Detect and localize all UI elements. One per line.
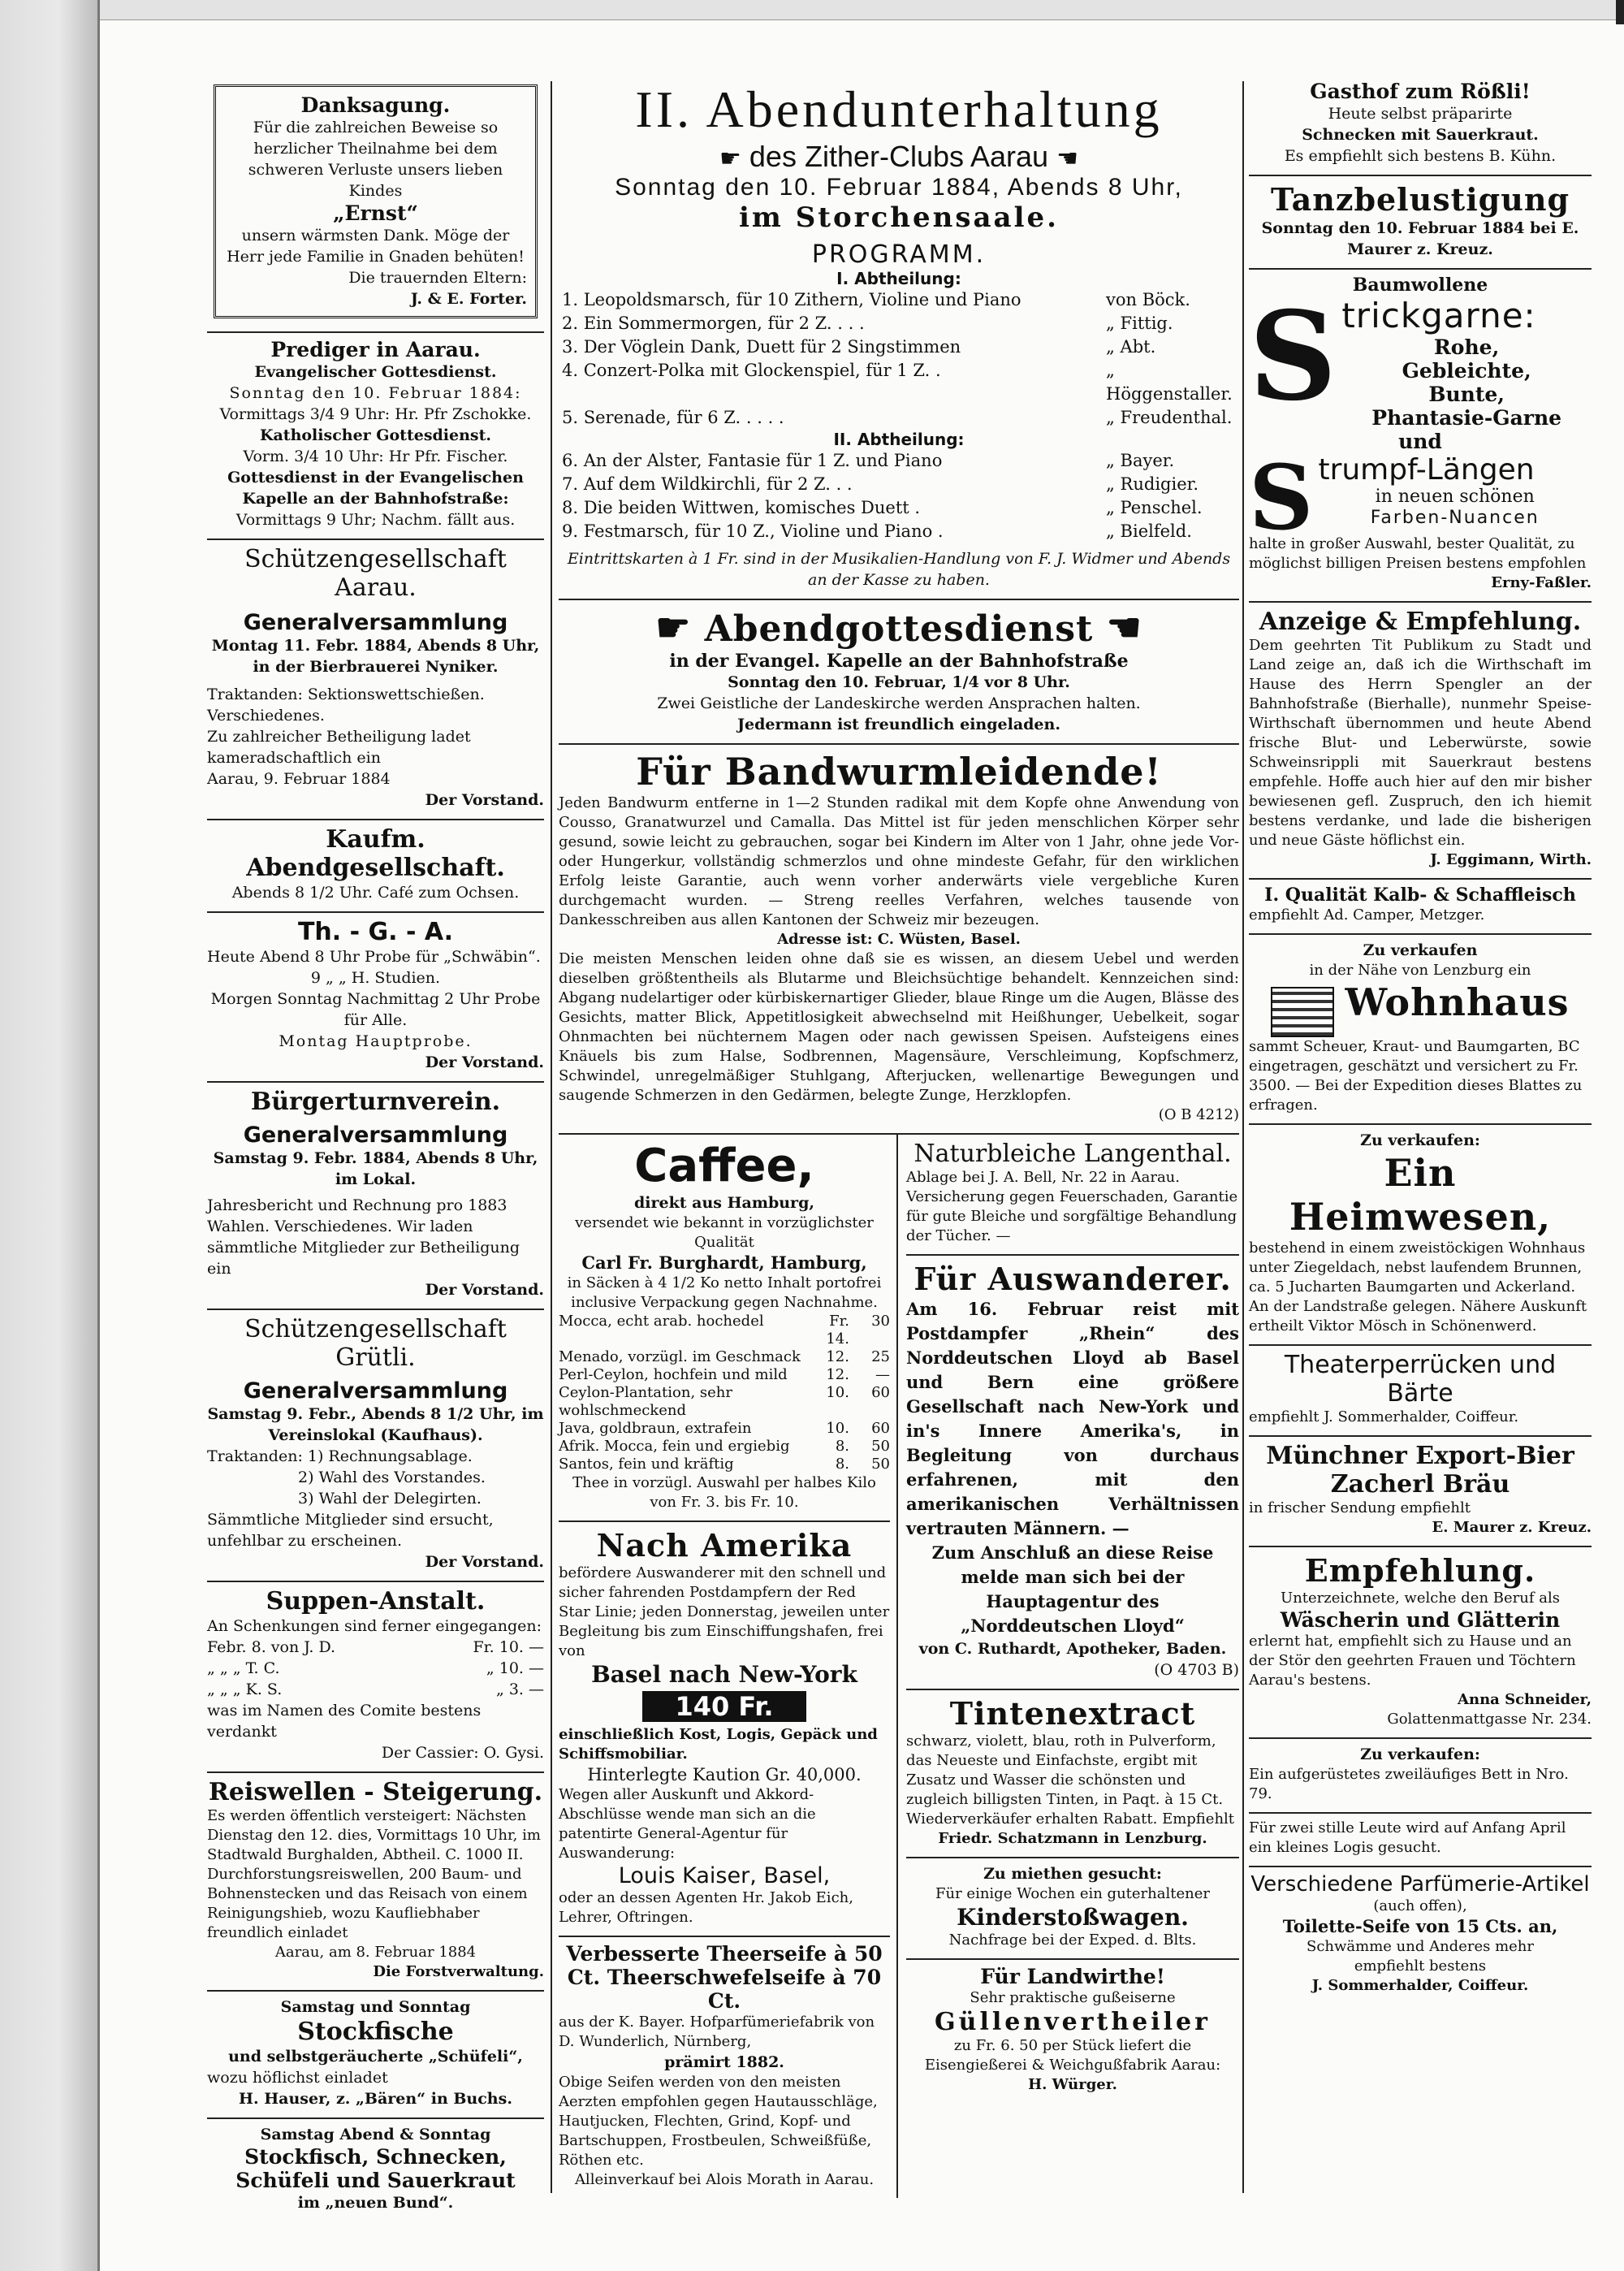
ad-title: II. Abendunterhaltung — [635, 80, 1163, 138]
ad-stockfisch-neuer-bund — [207, 2119, 544, 2221]
ad-line: Vormittags 9 Uhr; Nachm. fällt aus. — [235, 511, 516, 529]
program-composer: „ Bayer. — [1106, 451, 1175, 470]
ad-reference: (O B 4212) — [1158, 1106, 1239, 1123]
ad-line: 3) Wahl der Delegirten. — [298, 1490, 482, 1508]
ad-line: Samstag 9. Febr., Abends 8 1/2 Uhr, im Vereinslokal (Kaufhaus). — [207, 1405, 544, 1444]
ad-signature: E. Maurer z. Kreuz. — [1432, 1518, 1592, 1536]
price-francs: 10. — [826, 1420, 849, 1437]
yarn-type: Rohe, — [1434, 335, 1500, 359]
ad-line: in der Evangel. Kapelle an der Bahnhofstraße — [669, 651, 1129, 672]
ad-strickgarne — [1249, 270, 1592, 603]
price-francs: 8. — [835, 1438, 849, 1455]
ad-signature: H. Würger. — [1028, 2076, 1117, 2093]
ad-line: versendet wie bekannt in vorzüglichster Qualität — [575, 1214, 874, 1251]
ad-title: Th. - G. - A. — [297, 918, 454, 946]
corner-mark — [1616, 0, 1624, 24]
ad-line: An Schenkungen sind ferner eingegangen: — [207, 1617, 542, 1635]
yarn-type: Bunte, — [1428, 383, 1505, 406]
drop-cap-s: S — [1249, 445, 1314, 550]
ad-caffee — [559, 1135, 890, 1522]
ad-kalbfleisch — [1249, 880, 1592, 935]
ad-signature: Friedr. Schatzmann in Lenzburg. — [938, 1830, 1207, 1847]
ad-line: wozu höflichst einladet — [207, 2069, 388, 2087]
program-piece: 2. Ein Sommermorgen, für 2 Z. . . . — [562, 314, 865, 333]
price-row — [559, 1384, 890, 1420]
ad-theaterperruecken — [1249, 1346, 1592, 1437]
ad-title: Anzeige & Empfehlung. — [1259, 608, 1582, 636]
ad-danksagung — [207, 75, 544, 333]
ad-tga — [207, 913, 544, 1083]
ad-line: direkt aus Hamburg, — [634, 1194, 814, 1212]
donor: „ „ „ K. S. — [207, 1681, 283, 1698]
program-item — [562, 520, 1236, 543]
ad-line: Toilette-Seife von 15 Cts. an, — [1282, 1915, 1558, 1936]
ad-line: Heute selbst präparirte — [1328, 105, 1513, 123]
ad-signature: H. Hauser, z. „Bären“ in Buchs. — [239, 2090, 512, 2108]
column-middle — [559, 75, 1239, 2195]
price-row — [559, 1420, 890, 1438]
ad-body: Dem geehrten Tit Publikum zu Stadt und Land zeige an, daß ich die Wirthschaft im Hause des Herrn Spengler an der Bahnhofstraße (Bierhalle), nunmehr Speise-Wirthschaft übernommen und heute Abend frische Blut- und Leberwürste, sowie Schweinsrippli mit Sauerkraut bestens empfehle. Hoffe auch hier auf den mir bisher bewiesenen gefl. Zuspruch, den ich hiemit bestens verdanke, und lade die bisherigen und neue Gäste höflichst ein. — [1249, 637, 1592, 849]
scan-top-edge — [0, 0, 1624, 20]
ad-line: Für einige Wochen ein guterhaltener — [935, 1885, 1210, 1902]
ad-body: Zu zahlreicher Betheiligung ladet kameradschaftlich ein — [207, 728, 471, 767]
ad-line: Unterzeichnete, welche den Beruf als — [1281, 1589, 1560, 1607]
ad-body: Jeden Bandwurm entferne in 1—2 Stunden radikal mit dem Kopfe ohne Anwendung von Cousso, Granatwurzel und Camalla. Das Mittel ist für jeden menschlichen Körper sehr gesund, sowie leicht zu gebrauchen, sogar bei Kindern im Alter von 1 Jahr, ohne jede Vor- oder Hungerkur, vollständig schmerzlos und ohne mindeste Gefahr, für den wirklichen Erfolg leiste Garantie, auch wenn vorher anderwärts viele vergebliche Kuren durchgemacht wurden. — Streng reelles Verfahren, welches tausende von Dankesschreiben aus allen Kantonen der Schweiz mir bezeugen. — [559, 794, 1239, 928]
ad-firm: Louis Kaiser, Basel, — [618, 1863, 831, 1888]
yarn-type: Phantasie-Garne — [1371, 406, 1562, 430]
ad-line: Zu miethen gesucht: — [983, 1865, 1162, 1883]
ad-body: Für zwei stille Leute wird auf Anfang April ein kleines Logis gesucht. — [1249, 1819, 1566, 1856]
ad-line: Jedermann ist freundlich eingeladen. — [737, 716, 1060, 733]
ad-nach-amerika — [559, 1522, 890, 1937]
ad-bier — [1249, 1437, 1592, 1547]
ad-langenthal — [906, 1135, 1239, 1256]
ad-title: Ein Heimwesen, — [1289, 1150, 1552, 1239]
ad-line: Montag 11. Febr. 1884, Abends 8 Uhr, in der Bierbrauerei Nyniker. — [211, 637, 540, 676]
ad-title: I. Qualität Kalb- & Schaffleisch — [1264, 885, 1576, 906]
ad-price: 140 Fr. — [642, 1691, 806, 1722]
program-piece: 9. Festmarsch, für 10 Z., Violine und Piano . — [562, 521, 944, 541]
ad-line: Hinterlegte Kaution Gr. 40,000. — [587, 1765, 862, 1784]
price-cents: 60 — [871, 1420, 890, 1437]
coffee-name: Ceylon-Plantation, sehr wohlschmeckend — [559, 1384, 732, 1419]
ad-body: Wegen aller Auskunft und Akkord-Abschlüsse wende man sich an die patentirte General-Agentur für Auswanderung: — [559, 1786, 816, 1862]
ad-name: „Ernst“ — [333, 201, 418, 225]
ad-reiswellen — [207, 1773, 544, 1992]
ad-signature: Die Forstverwaltung. — [373, 1963, 544, 1980]
coffee-name: Java, goldbraun, extrafein — [559, 1420, 752, 1437]
program-piece: 1. Leopoldsmarsch, für 10 Zithern, Violine und Piano — [562, 290, 1021, 309]
price-row — [559, 1456, 890, 1473]
ad-line: Nachfrage bei der Exped. d. Blts. — [948, 1931, 1197, 1949]
ad-anzeige-empfehlung — [1249, 603, 1592, 880]
ad-footnote: Eintrittskarten à 1 Fr. sind in der Musikalien-Handlung von F. J. Widmer und Abends an der Kasse zu haben. — [567, 550, 1231, 589]
ad-kaufm-abendgesellschaft — [207, 820, 544, 913]
ad-subtitle: Katholischer Gottesdienst. — [259, 426, 492, 444]
program-composer: „ Penschel. — [1106, 498, 1203, 517]
ad-body: befördere Auswanderer mit den schnell und sicher fahrenden Postdampfern der Red Star Linie; jeden Donnerstag, jeweilen unter Begleitung bis zum Einschiffungshafen, frei von — [559, 1564, 890, 1659]
price-cents: 25 — [871, 1348, 890, 1365]
ad-signature: J. Sommerhalder, Coiffeur. — [1311, 1976, 1529, 1994]
ad-body: Es werden öffentlich versteigert: Nächsten Dienstag den 12. dies, Vormittags 10 Uhr, im Stadtwald Burghalden, Abtheil. C. 1000 II. Durchforstungsreiswellen, 200 Baum- und Bohnenstecken und das Reisach von einem Reinigungshieb, wozu Kaufliebhaber freundlich einladet — [207, 1807, 541, 1941]
ad-title: trumpf-Längen — [1318, 453, 1535, 487]
ad-body: halte in großer Auswahl, bester Qualität, zu möglichst billigen Preisen bestens empfohlen — [1249, 535, 1587, 572]
donor: Febr. 8. von J. D. — [207, 1638, 336, 1656]
ad-line: prämirt 1882. — [664, 2053, 784, 2071]
price-cents: 60 — [871, 1384, 890, 1401]
ad-signature: Der Cassier: O. Gysi. — [381, 1744, 544, 1762]
price-cents: 50 — [871, 1456, 890, 1473]
ad-line: Farben-Nuancen — [1370, 508, 1540, 528]
ad-line: empfiehlt bestens — [1354, 1957, 1487, 1975]
program-piece: 5. Serenade, für 6 Z. . . . . — [562, 408, 784, 427]
ad-line: 9 „ „ H. Studien. — [310, 969, 441, 987]
ad-schuetzengesellschaft — [207, 540, 544, 820]
ad-title: Kinderstoßwagen. — [957, 1904, 1189, 1931]
ad-line: Samstag Abend & Sonntag — [260, 2126, 491, 2143]
ad-line: (auch offen), — [1373, 1897, 1467, 1914]
donation-row — [207, 1679, 544, 1700]
ad-line: oder an dessen Agenten Hr. Jakob Eich, Lehrer, Oftringen. — [559, 1889, 853, 1926]
ad-body: Ein aufgerüstetes zweiläufiges Bett in Nro. 79. — [1249, 1765, 1569, 1802]
ad-line: empfiehlt J. Sommerhalder, Coiffeur. — [1249, 1408, 1519, 1425]
ad-line: Vorm. 3/4 10 Uhr: Hr Pfr. Fischer. — [243, 448, 508, 465]
ad-title: Gasthof zum Rößli! — [1310, 80, 1531, 103]
ad-line: in neuen schönen — [1375, 487, 1535, 507]
ad-title: Theaterperrücken und Bärte — [1284, 1350, 1557, 1408]
ad-line: Schnecken mit Sauerkraut. — [1302, 126, 1539, 144]
middle-split — [559, 1135, 1239, 2198]
ad-line: Sonntag den 10. Februar 1884, Abends 8 Uhr, — [615, 174, 1183, 201]
ad-line: empfiehlt Ad. Camper, Metzger. — [1249, 906, 1485, 924]
donation-row — [207, 1658, 544, 1679]
ad-subtitle — [559, 140, 1239, 174]
program-piece: 8. Die beiden Wittwen, komisches Duett . — [562, 498, 921, 517]
program-item — [562, 449, 1236, 473]
pointing-hand-icon: ☚ — [1056, 145, 1079, 172]
ad-body: Obige Seifen werden von den meisten Aerzten empfohlen gegen Hautausschläge, Hautjucken, Flechten, Grind, Kopf- und Bartschuppen, Frostbeulen, Schweißfüße, Röthen etc. — [559, 2074, 878, 2169]
ad-line: Für Landwirthe! — [980, 1965, 1165, 1988]
price-banner — [559, 1691, 890, 1722]
program-list-1 — [559, 288, 1239, 430]
ad-line: Sonntag den 10. Februar 1884 bei E. Maurer z. Kreuz. — [1261, 219, 1579, 258]
ad-body: unsern wärmsten Dank. Möge der Herr jede Familie in Gnaden behüten! — [227, 227, 525, 266]
ad-wohnhaus — [1249, 935, 1592, 1125]
ad-title: Für Bandwurmleidende! — [636, 750, 1162, 794]
ad-line: Traktanden: Sektionswettschießen. Verschiedenes. — [207, 686, 485, 725]
pointing-hand-icon: ☛ — [655, 605, 692, 651]
ad-line: Montag Hauptprobe. — [279, 1032, 473, 1050]
column-left — [207, 75, 544, 2212]
amount: Fr. 10. — — [473, 1638, 544, 1656]
ad-line: in der Nähe von Lenzburg ein — [1309, 962, 1531, 979]
ad-gasthof-roessli — [1249, 75, 1592, 176]
ad-address: Adresse ist: C. Wüsten, Basel. — [777, 931, 1021, 948]
ad-line: Samstag und Sonntag — [280, 1998, 471, 2016]
program-piece: 3. Der Vöglein Dank, Duett für 2 Singstimmen — [562, 337, 961, 357]
ad-headline: Generalversammlung — [243, 1123, 508, 1148]
pointing-hand-icon: ☛ — [719, 145, 741, 172]
ad-line: Abends 8 1/2 Uhr. Café zum Ochsen. — [231, 884, 520, 902]
ad-abendunterhaltung — [559, 75, 1239, 600]
ad-headline: Generalversammlung — [243, 610, 508, 635]
price-francs: 12. — [826, 1348, 849, 1365]
ad-line: Zu verkaufen — [1363, 941, 1478, 959]
price-row — [559, 1348, 890, 1366]
ad-landwirthe — [906, 1960, 1239, 2103]
program-item — [562, 288, 1236, 312]
ad-place: im Storchensaale. — [739, 201, 1059, 234]
ad-line: im „neuen Bund“. — [297, 2194, 454, 2212]
ad-signature: von C. Ruthardt, Apotheker, Baden. — [918, 1640, 1227, 1658]
program-piece: 7. Auf dem Wildkirchli, für 2 Z. . . — [562, 474, 853, 494]
ad-title: Stockfische — [297, 2018, 454, 2046]
ad-title: Nach Amerika — [596, 1527, 853, 1564]
ad-title: Schützengesellschaft Aarau. — [244, 545, 507, 602]
ad-title: Prediger in Aarau. — [270, 338, 481, 361]
ad-line: Heute Abend 8 Uhr Probe für „Schwäbin“. — [207, 948, 541, 966]
program-composer: „ Rudigier. — [1106, 474, 1199, 494]
middle-right — [898, 1135, 1239, 2198]
ad-title: Kaufm. Abendgesellschaft. — [246, 825, 505, 882]
ad-body: Am 16. Februar reist mit Postdampfer „Rhein“ des Norddeutschen Lloyd ab Basel und Bern eine größere Gesellschaft nach New-York und in's Innere Amerika's, in Begleitung von durchaus erfahrenen, mit den amerikanischen Verhältnissen vertrauten Männern. — — [906, 1299, 1239, 1538]
ad-line: 2) Wahl des Vorstandes. — [298, 1469, 486, 1486]
book-spine — [0, 0, 97, 2271]
program-item — [562, 473, 1236, 496]
ad-title: Verbesserte Theerseife à 50 Ct. Theerschwefelseife à 70 Ct. — [566, 1942, 883, 2013]
ad-address: Golattenmattgasse Nr. 234. — [1387, 1710, 1592, 1728]
ad-signature: Es empfiehlt sich bestens B. Kühn. — [1284, 147, 1557, 165]
program-item — [562, 335, 1236, 359]
pointing-hand-icon: ☚ — [1106, 605, 1142, 651]
ad-signature: Der Vorstand. — [425, 1553, 544, 1571]
ad-title: Tintenextract — [949, 1695, 1196, 1732]
price-francs: 8. — [835, 1456, 849, 1473]
program-composer: „ Freudenthal. — [1106, 408, 1233, 427]
ad-body: in Säcken à 4 1/2 Ko netto Inhalt portofrei inclusive Verpackung gegen Nachnahme. — [567, 1274, 882, 1311]
coffee-name: Mocca, echt arab. hochedel — [559, 1313, 764, 1330]
ad-headline: Generalversammlung — [243, 1378, 508, 1404]
ad-line: Schwämme und Anderes mehr — [1307, 1937, 1534, 1955]
program-piece: 4. Conzert-Polka mit Glockenspiel, für 1 Z. . — [562, 361, 941, 380]
ad-title: Reiswellen - Steigerung. — [208, 1778, 543, 1806]
coffee-name: Perl-Ceylon, hochfein und mild — [559, 1366, 788, 1383]
yarn-type: und — [1398, 430, 1442, 453]
ad-line: Thee in vorzügl. Auswahl per halbes Kilo von Fr. 3. bis Fr. 10. — [572, 1474, 876, 1511]
ad-line: Sehr praktische gußeiserne — [970, 1989, 1176, 2006]
ad-line: Aarau, am 8. Februar 1884 — [274, 1944, 477, 1961]
ad-signature: Erny-Faßler. — [1491, 574, 1592, 591]
program-title: PROGRAMM. — [811, 240, 987, 269]
ad-body: Für die zahlreichen Beweise so herzlicher Theilnahme bei dem schweren Verluste unsers lieben Kindes — [248, 119, 503, 200]
program-item — [562, 406, 1236, 430]
ad-body: bestehend in einem zweistöckigen Wohnhaus unter Ziegeldach, nebst laufendem Brunnen, ca. 5 Jucharten Baumgarten und Ackerland. An der Landstraße gelegen. Nähere Auskunft ertheilt Viktor Mösch in Schönenwerd. — [1249, 1239, 1587, 1334]
ad-line: und selbstgeräucherte „Schüfeli“, — [228, 2048, 523, 2066]
ad-subtitle-text: des Zither-Clubs Aarau — [749, 140, 1049, 173]
ad-line: Zu verkaufen: — [1360, 1745, 1480, 1763]
ad-title: trickgarne: — [1341, 296, 1536, 335]
price-cents: 30 — [871, 1313, 890, 1330]
program-part: II. Abtheilung: — [833, 430, 965, 449]
column-rule-1 — [551, 81, 552, 2193]
ad-line: einschließlich Kost, Logis, Gepäck und Schiffsmobiliar. — [559, 1726, 878, 1763]
donor: „ „ „ T. C. — [207, 1659, 280, 1677]
ad-body: erlernt hat, empfiehlt sich zu Hause und an der Stör den geehrten Frauen und Töchtern Aarau's bestens. — [1249, 1632, 1576, 1689]
ad-title: Stockfisch, Schnecken, Schüfeli und Sauerkraut — [235, 2145, 516, 2192]
amount: „ 10. — — [486, 1659, 544, 1677]
ad-tanzbelustigung — [1249, 176, 1592, 270]
ad-subtitle: Evangelischer Gottesdienst. — [254, 363, 497, 381]
program-composer: „ Fittig. — [1106, 314, 1173, 333]
program-list-2 — [559, 449, 1239, 543]
ad-suppenanstalt — [207, 1582, 544, 1773]
price-francs: Fr. 14. — [826, 1313, 849, 1347]
price-francs: 10. — [826, 1384, 849, 1401]
ad-line: Zu verkaufen: — [1360, 1131, 1480, 1149]
ad-title: Caffee, — [634, 1140, 814, 1192]
ad-signature: Der Vorstand. — [425, 1281, 544, 1299]
ad-stockfische — [207, 1992, 544, 2119]
ad-body: aus der K. Bayer. Hofparfümeriefabrik von D. Wunderlich, Nürnberg, — [559, 2014, 875, 2050]
danksagung-box — [214, 84, 538, 318]
program-part: I. Abtheilung: — [836, 269, 961, 288]
program-composer: von Böck. — [1106, 290, 1190, 309]
amount: „ 3. — — [495, 1681, 544, 1698]
ad-kinderstosswagen — [906, 1858, 1239, 1960]
price-cents: 50 — [871, 1438, 890, 1455]
ad-fuer-auswanderer — [906, 1256, 1239, 1690]
ad-line: Sonntag den 10. Februar 1884: — [229, 384, 522, 402]
ad-logis — [1249, 1814, 1592, 1867]
ad-body: Zum Anschluß an diese Reise melde man sich bei der Hauptagentur des „Norddeutschen Lloyd“ — [931, 1542, 1214, 1636]
ad-subtitle: Wäscherin und Glätterin — [1280, 1607, 1561, 1632]
coffee-name: Menado, vorzügl. im Geschmack — [559, 1348, 801, 1365]
initial-block-2 — [1249, 445, 1592, 550]
ad-title: Tanzbelustigung — [1270, 181, 1570, 218]
ad-title: Abendgottesdienst — [704, 608, 1094, 650]
ad-line: Baumwollene — [1352, 275, 1488, 296]
ad-title: Münchner Export-Bier Zacherl Bräu — [1266, 1441, 1574, 1499]
ad-body: Ablage bei J. A. Bell, Nr. 22 in Aarau. Versicherung gegen Feuerschaden, Garantie für gute Bleiche und sorgfältige Behandlung der Tücher. — — [906, 1169, 1238, 1244]
ad-title: Verschiedene Parfümerie-Artikel — [1250, 1871, 1590, 1897]
ad-bett — [1249, 1739, 1592, 1814]
ad-signature: Der Vorstand. — [425, 791, 544, 809]
price-cents: — — [875, 1366, 890, 1383]
ad-line: Vormittags 3/4 9 Uhr: Hr. Pfr Zschokke. — [219, 405, 532, 423]
ad-route: Basel nach New-York — [591, 1661, 857, 1688]
ad-body: Die meisten Menschen leiden ohne daß sie es wissen, an diesem Uebel und werden dieselben größtentheils als Blutarme und Bleichsüchtige behandelt. Kennzeichen sind: Abgang nudelartiger oder kürbiskernartiger Glieder, blaue Ringe um die Augen, Blässe des Gesichts, matter Blick, Appetitlosigkeit abwechselnd mit Heißhunger, Uebelkeit, sogar Ohnmachten bei nüchternem Magen oder nach gewissen Speisen. Aufsteigens eines Knäuels bis zum Halse, Sodbrennen, Magensäure, Verschleimung, Kopfschmerz, Schwindel, unregelmäßiger Stuhlgang, Afterjucken, wellenartige Bewegungen und saugende Schmerzen in den Gedärmen, belegte Zunge, Herzklopfen. — [559, 950, 1239, 1104]
ad-body: schwarz, violett, blau, roth in Pulverform, das Neueste und Einfachste, ergibt mit Zusatz und Wasser die schönsten und zugleich billigsten Tinten, in Paqt. à 15 Ct. Wiederverkäufer erhalten Rabatt. Empfiehlt — [906, 1732, 1235, 1828]
ad-line: Aarau, 9. Februar 1884 — [207, 770, 391, 788]
ad-signature: J. Eggimann, Wirth. — [1430, 851, 1592, 868]
yarn-type: Gebleichte, — [1402, 359, 1531, 383]
ad-signature: Anna Schneider, — [1458, 1690, 1592, 1708]
ad-line: Morgen Sonntag Nachmittag 2 Uhr Probe für Alle. — [210, 990, 541, 1029]
ad-title: Schützengesellschaft Grütli. — [244, 1315, 507, 1372]
program-composer: „ Höggenstaller. — [1106, 361, 1233, 404]
ad-line: Traktanden: 1) Rechnungsablage. — [207, 1447, 473, 1465]
ad-body: zu Fr. 6. 50 per Stück liefert die Eisengießerei & Weichgußfabrik Aarau: — [924, 2037, 1221, 2074]
ad-title: Güllenvertheiler — [935, 2008, 1211, 2036]
ad-title: Empfehlung. — [1304, 1551, 1536, 1589]
price-francs: 12. — [826, 1366, 849, 1383]
ad-theerseife — [559, 1937, 890, 2198]
ad-title: Danksagung. — [300, 93, 451, 117]
ad-parfuemerie — [1249, 1867, 1592, 2004]
ad-signature: J. & E. Forter. — [410, 290, 527, 308]
ad-abendgottesdienst — [559, 600, 1239, 745]
ad-reference: (O 4703 B) — [1154, 1661, 1239, 1679]
ad-empfehlung-waescherin — [1249, 1547, 1592, 1739]
ad-body: was im Namen des Comite bestens verdankt — [207, 1702, 482, 1741]
ad-title: Bürgerturnverein. — [250, 1088, 501, 1116]
program-item — [562, 496, 1236, 520]
ad-body: Sämmtliche Mitglieder sind ersucht, unfehlbar zu erscheinen. — [207, 1511, 494, 1550]
middle-left — [559, 1135, 898, 2198]
column-rule-2 — [1242, 81, 1244, 2193]
ad-signature: Die trauernden Eltern: — [348, 269, 527, 287]
ad-title-row — [1249, 980, 1592, 1037]
ad-body: sammt Scheuer, Kraut- und Baumgarten, BC eingetragen, geschätzt und versichert zu Fr. 3500. — Bei der Expedition dieses Blattes zu erfragen. — [1249, 1037, 1583, 1114]
coffee-name: Santos, fein und kräftig — [559, 1456, 734, 1473]
price-list — [559, 1313, 890, 1473]
drop-cap-s: S — [1249, 285, 1337, 428]
ad-line: Zwei Geistliche der Landeskirche werden Ansprachen halten. — [657, 694, 1141, 712]
ad-subtitle: Gottesdienst in der Evangelischen Kapelle an der Bahnhofstraße: — [227, 469, 524, 508]
ad-buergerturnverein — [207, 1083, 544, 1310]
price-row — [559, 1313, 890, 1348]
program-item — [562, 359, 1236, 406]
program-item — [562, 312, 1236, 335]
ad-body: Jahresbericht und Rechnung pro 1883 Wahlen. Verschiedenes. Wir laden sämmtliche Mitglieder zur Betheiligung ein — [207, 1196, 520, 1278]
ad-title-row — [559, 605, 1239, 651]
ad-title: Wohnhaus — [1345, 980, 1570, 1024]
program-composer: „ Bielfeld. — [1106, 521, 1192, 541]
price-row — [559, 1366, 890, 1384]
ad-gruetli — [207, 1310, 544, 1582]
ad-title: Naturbleiche Langenthal. — [914, 1140, 1232, 1168]
ad-line: in frischer Sendung empfiehlt — [1249, 1499, 1471, 1516]
coffee-name: Afrik. Mocca, fein und ergiebig — [559, 1438, 790, 1455]
donation-row — [207, 1637, 544, 1658]
price-row — [559, 1438, 890, 1456]
ad-bandwurm — [559, 745, 1239, 1135]
spine-edge — [97, 0, 100, 2271]
ad-line: Samstag 9. Febr. 1884, Abends 8 Uhr, im Lokal. — [213, 1149, 538, 1188]
ad-prediger — [207, 333, 544, 540]
ad-line: Alleinverkauf bei Alois Morath in Aarau. — [574, 2171, 875, 2188]
ad-signature: Der Vorstand. — [425, 1053, 544, 1071]
ad-heimwesen — [1249, 1125, 1592, 1346]
program-piece: 6. An der Alster, Fantasie für 1 Z. und Piano — [562, 451, 943, 470]
house-icon — [1271, 987, 1334, 1037]
ad-title: Suppen-Anstalt. — [266, 1587, 486, 1616]
program-composer: „ Abt. — [1106, 337, 1156, 357]
ad-line: Sonntag den 10. Februar, 1/4 vor 8 Uhr. — [728, 673, 1070, 691]
ad-firm: Carl Fr. Burghardt, Hamburg, — [581, 1252, 867, 1273]
ad-title: Für Auswanderer. — [914, 1261, 1232, 1297]
column-right — [1249, 75, 1592, 2195]
ad-tintenextract — [906, 1690, 1239, 1858]
